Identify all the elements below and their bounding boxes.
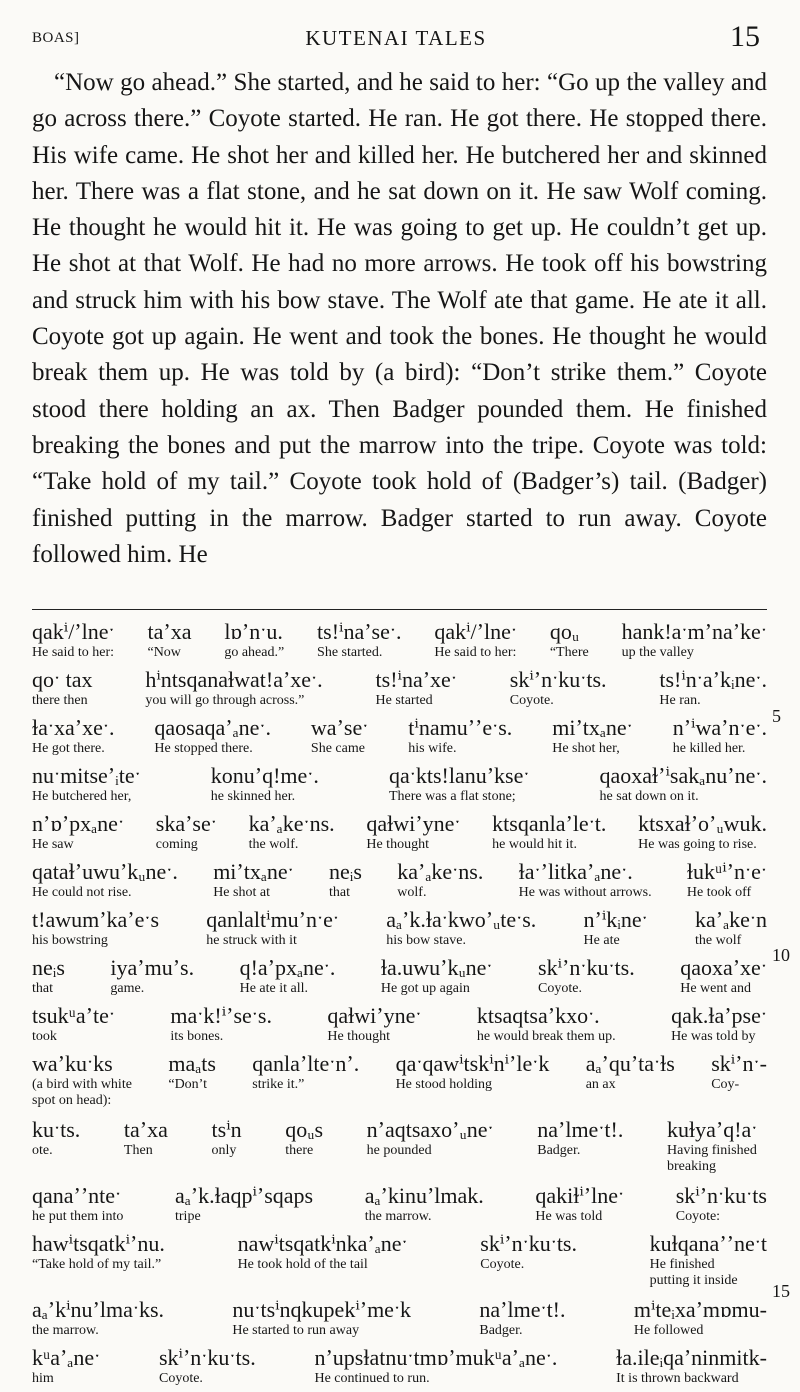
kutenai-word: qaosaqaʼₐneˑ. xyxy=(154,715,271,740)
translation-paragraph: “Now go ahead.” She started, and he said to her: “Go up the valley and go across there.” Coyote started. He ran. He got there. He stopped there. His wife came. He shot her and killed her. He butchered her and skinned her. There was a flat stone, and he sat down on it. He saw Wolf coming. He thought he would hit it. He was going to get up. He couldn’t get up. He shot at that Wolf. He had no more arrows. He took off his bowstring and struck him with his bow stave. The Wolf ate that game. He ate it all. Coyote got up again. He went and took the bones. He thought he would break them up. He was told by (a bird): “Don’t strike them.” Coyote stood there holding an ax. Then Badger pounded them. He finished breaking the bones and put the marrow into the tripe. Coyote was told: “Take hold of my tail.” Coyote took hold of (Badger’s) tail. (Badger) finished putting in the marrow. Badger started to run away. Coyote followed him. He xyxy=(32,69,767,568)
word-group xyxy=(32,1002,115,1050)
kutenai-word: miʼtxₐneˑ xyxy=(552,715,633,740)
kutenai-word: hⁱntsqanaɫwat!aʼxeˑ. xyxy=(145,667,323,692)
kutenai-word: kaʼₐkeˑns. xyxy=(248,811,335,836)
word-group xyxy=(676,1182,767,1230)
english-gloss: he struck with it xyxy=(206,933,297,948)
word-group xyxy=(671,1002,767,1050)
kutenai-word: qakⁱ/ʼlneˑ xyxy=(32,619,115,644)
word-group xyxy=(212,1116,242,1182)
word-group xyxy=(32,1116,80,1182)
english-gloss: He shot at xyxy=(213,885,270,900)
word-group xyxy=(376,666,457,714)
english-gloss: (a bird with white spot on head): xyxy=(32,1077,132,1108)
english-gloss: He saw xyxy=(32,837,74,852)
english-gloss: Then xyxy=(123,1143,153,1158)
kutenai-word: qanaʼʼnteˑ xyxy=(32,1183,122,1208)
kutenai-word: qaˑkts!lanuʼkseˑ xyxy=(388,763,530,788)
word-group xyxy=(510,666,607,714)
header-title: KUTENAI TALES xyxy=(305,26,487,50)
word-group xyxy=(537,1116,623,1182)
word-group xyxy=(650,1230,767,1296)
word-group xyxy=(252,1050,359,1116)
english-gloss: He was without arrows. xyxy=(518,885,652,900)
word-group xyxy=(687,858,767,906)
word-group xyxy=(366,810,460,858)
kutenai-word: skⁱʼnˑkuˑts xyxy=(675,1183,767,1208)
english-gloss: his wife. xyxy=(408,741,457,756)
page-number: 15 xyxy=(730,20,760,53)
english-gloss: Coyote. xyxy=(158,1371,203,1386)
word-group xyxy=(711,1050,767,1116)
english-gloss: It is thrown backward xyxy=(616,1371,739,1386)
word-group xyxy=(600,762,767,810)
word-group xyxy=(170,1002,272,1050)
english-gloss: He was going to rise. xyxy=(638,837,757,852)
english-gloss: He ran. xyxy=(659,693,701,708)
english-gloss: Coyote. xyxy=(480,1257,525,1272)
kutenai-word: qaoxaʼxeˑ xyxy=(680,955,767,980)
english-gloss: that xyxy=(329,885,351,900)
kutenai-word: nʼupsɫatnuˑtmɒʼmukᵘaʼₐneˑ. xyxy=(314,1345,558,1370)
kutenai-word: qaˑqawⁱtskⁱnⁱʼleˑk xyxy=(395,1051,550,1076)
english-gloss: He ate it all. xyxy=(239,981,308,996)
english-gloss: He went and xyxy=(680,981,751,996)
english-gloss: an ax xyxy=(585,1077,616,1092)
english-gloss: Coyote. xyxy=(509,693,554,708)
english-gloss: “There xyxy=(549,645,589,660)
kutenai-word: kuɫqanaʼʼneˑt xyxy=(649,1231,767,1256)
word-group xyxy=(145,666,322,714)
english-gloss: He got up again xyxy=(380,981,470,996)
kutenai-word: qakⁱ/ʼlneˑ xyxy=(434,619,517,644)
header-author: BOAS] xyxy=(32,30,80,46)
word-group xyxy=(240,954,336,1002)
english-gloss: he sat down on it. xyxy=(599,789,699,804)
kutenai-word: qakiɫⁱʼlneˑ xyxy=(535,1183,625,1208)
kutenai-word: skⁱʼnˑkuˑts. xyxy=(509,667,607,692)
word-group xyxy=(680,954,767,1002)
kutenai-word: qanlaʼlteˑnʼ. xyxy=(252,1051,360,1076)
word-group xyxy=(492,810,606,858)
line-number-10: 10 xyxy=(772,945,790,965)
word-group xyxy=(365,1182,484,1230)
kutenai-word: nʼaqtsaxoʼᵤneˑ xyxy=(366,1117,494,1142)
kutenai-word: skⁱʼnˑkuˑts. xyxy=(538,955,635,980)
english-gloss: He was told xyxy=(535,1209,603,1224)
word-group xyxy=(695,906,767,954)
english-gloss: He followed xyxy=(633,1323,704,1338)
word-group xyxy=(32,714,114,762)
english-gloss: Coyote: xyxy=(675,1209,721,1224)
kutenai-word: ktsaqtsaʼkxoˑ. xyxy=(476,1003,600,1028)
kutenai-word: iyaʼmuʼs. xyxy=(110,955,195,980)
word-group xyxy=(659,666,767,714)
english-gloss: only xyxy=(211,1143,237,1158)
english-gloss: He butchered her, xyxy=(32,789,132,804)
word-group xyxy=(238,1230,408,1296)
word-group xyxy=(386,906,536,954)
kutenai-word: kuɫyaʼq!aˑ xyxy=(667,1117,758,1142)
english-gloss: Coy- xyxy=(711,1077,740,1092)
kutenai-word: qaoxaɫʼⁱsakₐnuʼneˑ. xyxy=(599,763,767,788)
english-gloss: game. xyxy=(110,981,145,996)
line-number-15: 15 xyxy=(772,1281,790,1301)
english-gloss: he killed her. xyxy=(672,741,746,756)
kutenai-word: ɫaˑxaʼxeˑ. xyxy=(32,715,115,740)
word-group xyxy=(224,618,284,666)
interlinear-line xyxy=(32,954,767,1002)
kutenai-word: ts!ⁱnaʼseˑ. xyxy=(317,619,402,644)
word-group xyxy=(32,1182,123,1230)
kutenai-word: waʼkuˑks xyxy=(32,1051,113,1076)
kutenai-word: qoᵤs xyxy=(285,1117,324,1142)
kutenai-word: lɒʼnˑu. xyxy=(224,619,283,644)
english-gloss: there then xyxy=(32,693,88,708)
kutenai-word: neᵢs xyxy=(329,859,362,884)
word-group xyxy=(616,1344,767,1392)
kutenai-word: ɫaˑʼlitkaʼₐneˑ. xyxy=(518,859,633,884)
word-group xyxy=(397,858,483,906)
english-gloss: he pounded xyxy=(366,1143,432,1158)
interlinear-line xyxy=(32,1002,767,1050)
english-gloss: took xyxy=(32,1029,57,1044)
english-gloss: him xyxy=(32,1371,54,1386)
word-group xyxy=(586,1050,675,1116)
word-group xyxy=(389,762,530,810)
word-group xyxy=(32,1230,165,1296)
english-gloss: his bow stave. xyxy=(386,933,466,948)
kutenai-word: t!awumʼkaʼeˑs xyxy=(32,907,160,932)
interlinear-line xyxy=(32,1230,767,1296)
english-gloss: Coyote. xyxy=(538,981,582,996)
word-group xyxy=(32,1344,100,1392)
english-gloss: the wolf xyxy=(694,933,742,948)
kutenai-word: aₐʼkⁱnuʼlmaˑks. xyxy=(32,1297,165,1322)
word-group xyxy=(154,714,271,762)
word-group xyxy=(32,618,115,666)
word-group xyxy=(638,810,767,858)
kutenai-word: ktsxaɫʼoʼᵤwuk. xyxy=(638,811,767,836)
english-gloss: He got there. xyxy=(32,741,105,756)
english-gloss: the marrow. xyxy=(364,1209,432,1224)
english-gloss: he skinned her. xyxy=(210,789,296,804)
word-group xyxy=(673,714,767,762)
word-group xyxy=(124,1116,168,1182)
word-group xyxy=(32,666,93,714)
kutenai-word: miʼtxₐneˑ xyxy=(213,859,294,884)
kutenai-word: nʼⁱkᵢneˑ xyxy=(583,907,648,932)
kutenai-word: qaɫwiʼyneˑ xyxy=(366,811,461,836)
word-group xyxy=(408,714,512,762)
word-group xyxy=(285,1116,323,1182)
english-gloss: He said to her: xyxy=(434,645,517,660)
kutenai-word: qaɫwiʼyneˑ xyxy=(327,1003,422,1028)
english-gloss: that xyxy=(32,981,53,996)
kutenai-word: ɫa.uwuʼkᵤneˑ xyxy=(380,955,493,980)
interlinear-line xyxy=(32,1182,767,1230)
english-gloss: He started xyxy=(375,693,433,708)
kutenai-word: neᵢs xyxy=(32,955,65,980)
word-group xyxy=(519,858,652,906)
english-gloss: “Don’t xyxy=(168,1077,207,1092)
word-group xyxy=(32,954,65,1002)
kutenai-word: ktsqanlaʼleˑt. xyxy=(492,811,607,836)
kutenai-word: nuˑmitseʼᵢteˑ xyxy=(32,763,141,788)
interlinear-text xyxy=(32,618,767,1392)
english-gloss: his bowstring xyxy=(32,933,108,948)
interlinear-line xyxy=(32,762,767,810)
word-group xyxy=(538,954,635,1002)
english-gloss: go ahead.” xyxy=(224,645,285,660)
word-group xyxy=(396,1050,550,1116)
kutenai-word: aₐʼkinuʼlmak. xyxy=(364,1183,484,1208)
kutenai-word: maₐts xyxy=(168,1051,216,1076)
kutenai-word: nawⁱtsqatkⁱnkaʼₐneˑ xyxy=(237,1231,408,1256)
word-group xyxy=(667,1116,767,1182)
english-gloss: He could not rise. xyxy=(32,885,132,900)
word-group xyxy=(110,954,194,1002)
word-group xyxy=(211,762,319,810)
kutenai-word: taʼxa xyxy=(147,619,192,644)
kutenai-word: qataɫʼuwuʼkᵤneˑ. xyxy=(32,859,178,884)
kutenai-word: ɫa.ileᵢqaʼninmitk- xyxy=(616,1345,767,1370)
kutenai-word: konuʼq!meˑ. xyxy=(210,763,319,788)
kutenai-word: ts!ⁱnˑaʼkᵢneˑ. xyxy=(659,667,767,692)
english-gloss: Badger. xyxy=(537,1143,581,1158)
english-gloss: Badger. xyxy=(479,1323,523,1338)
interlinear-line xyxy=(32,1296,767,1344)
kutenai-word: qoᵤ xyxy=(549,619,580,644)
word-group xyxy=(32,810,124,858)
word-group xyxy=(147,618,191,666)
word-group xyxy=(381,954,493,1002)
word-group xyxy=(232,1296,411,1344)
english-gloss: He started to run away xyxy=(232,1323,360,1338)
english-gloss: He shot her, xyxy=(552,741,620,756)
english-gloss: you will go through across.” xyxy=(145,693,305,708)
english-gloss: “Now xyxy=(147,645,181,660)
english-gloss: He stood holding xyxy=(395,1077,493,1092)
kutenai-word: mⁱteᵢxaʼmɒmu- xyxy=(633,1297,767,1322)
kutenai-word: kuˑts. xyxy=(32,1117,81,1142)
word-group xyxy=(535,1182,624,1230)
kutenai-word: tⁱnamuʼʼeˑs. xyxy=(408,715,513,740)
english-gloss: “Take hold of my tail.” xyxy=(32,1257,162,1272)
word-group xyxy=(367,1116,494,1182)
word-group xyxy=(32,762,141,810)
kutenai-word: nʼⁱwaʼnˑeˑ. xyxy=(672,715,767,740)
kutenai-word: aₐʼk.ɫaqpⁱʼsqaps xyxy=(175,1183,314,1208)
line-number-5: 5 xyxy=(772,706,781,726)
kutenai-word: q!aʼpxₐneˑ. xyxy=(239,955,336,980)
word-group xyxy=(434,618,517,666)
word-group xyxy=(156,810,217,858)
english-gloss: he would break them up. xyxy=(476,1029,616,1044)
word-group xyxy=(329,858,362,906)
english-gloss: coming xyxy=(155,837,198,852)
section-divider xyxy=(32,609,767,610)
word-group xyxy=(552,714,633,762)
interlinear-line xyxy=(32,1050,767,1116)
english-gloss: he would hit it. xyxy=(492,837,577,852)
kutenai-word: ɫukᵘⁱʼnˑeˑ xyxy=(686,859,767,884)
english-gloss: She came xyxy=(310,741,365,756)
english-gloss: He finished putting it inside xyxy=(649,1257,738,1288)
english-gloss: its bones. xyxy=(170,1029,224,1044)
kutenai-word: maˑk!ⁱʼseˑs. xyxy=(170,1003,272,1028)
word-group xyxy=(477,1002,616,1050)
word-group xyxy=(584,906,648,954)
interlinear-line xyxy=(32,714,767,762)
english-gloss: He said to her: xyxy=(32,645,115,660)
kutenai-word: waʼseˑ xyxy=(310,715,369,740)
kutenai-word: kaʼₐkeˑns. xyxy=(397,859,484,884)
interlinear-line xyxy=(32,666,767,714)
word-group xyxy=(311,714,368,762)
interlinear-line xyxy=(32,618,767,666)
word-group xyxy=(168,1050,216,1116)
word-group xyxy=(32,1296,164,1344)
word-group xyxy=(32,906,159,954)
kutenai-word: skⁱʼnˑkuˑts. xyxy=(158,1345,256,1370)
kutenai-word: skⁱʼnˑ- xyxy=(711,1051,767,1076)
kutenai-word: hank!aˑmʼnaʼkeˑ xyxy=(621,619,767,644)
word-group xyxy=(213,858,294,906)
word-group xyxy=(249,810,335,858)
interlinear-line xyxy=(32,1344,767,1392)
english-gloss: He took hold of the tail xyxy=(237,1257,368,1272)
kutenai-word: qanlaltⁱmuʼnˑeˑ xyxy=(206,907,340,932)
kutenai-word: naʼlmeˑt!. xyxy=(479,1297,566,1322)
kutenai-word: skaʼseˑ xyxy=(155,811,217,836)
word-group xyxy=(317,618,401,666)
english-gloss: up the valley xyxy=(621,645,694,660)
word-group xyxy=(314,1344,557,1392)
english-gloss: the wolf. xyxy=(248,837,299,852)
kutenai-word: hawⁱtsqatkⁱʼnu. xyxy=(32,1231,165,1256)
english-gloss: he put them into xyxy=(32,1209,124,1224)
kutenai-word: aₐʼquʼtaˑɫs xyxy=(585,1051,675,1076)
running-header xyxy=(32,18,760,58)
word-group xyxy=(32,858,178,906)
interlinear-line xyxy=(32,810,767,858)
kutenai-word: taʼxa xyxy=(123,1117,168,1142)
english-gloss: there xyxy=(285,1143,314,1158)
english-gloss: He stopped there. xyxy=(154,741,253,756)
english-gloss: Having finished breaking xyxy=(667,1143,757,1174)
english-gloss: wolf. xyxy=(397,885,427,900)
word-group xyxy=(634,1296,767,1344)
kutenai-word: kaʼₐkeˑn xyxy=(694,907,767,932)
kutenai-word: aₐʼk.ɫaˑkwoʼᵤteˑs. xyxy=(386,907,537,932)
word-group xyxy=(32,1050,132,1116)
english-gloss: ote. xyxy=(32,1143,53,1158)
kutenai-word: nuˑtsⁱnqkupekⁱʼmeˑk xyxy=(232,1297,412,1322)
kutenai-word: nʼɒʼpxₐneˑ xyxy=(32,811,125,836)
kutenai-word: tsukᵘaʼteˑ xyxy=(32,1003,115,1028)
kutenai-word: kᵘaʼₐneˑ xyxy=(32,1345,101,1370)
word-group xyxy=(479,1296,565,1344)
interlinear-line xyxy=(32,1116,767,1182)
english-gloss: He continued to run. xyxy=(314,1371,430,1386)
english-gloss: She started. xyxy=(317,645,383,660)
word-group xyxy=(159,1344,256,1392)
word-group xyxy=(550,618,589,666)
english-gloss: He took off xyxy=(686,885,752,900)
word-group xyxy=(480,1230,577,1296)
english-gloss: He was told by xyxy=(671,1029,756,1044)
kutenai-word: skⁱʼnˑkuˑts. xyxy=(480,1231,577,1256)
word-group xyxy=(175,1182,313,1230)
english-gloss: He ate xyxy=(583,933,620,948)
kutenai-word: qak.ɫaʼpseˑ xyxy=(671,1003,767,1028)
kutenai-word: qoˑ tax xyxy=(32,667,93,692)
english-gloss: He thought xyxy=(327,1029,390,1044)
kutenai-word: tsⁱn xyxy=(211,1117,242,1142)
english-gloss: tripe xyxy=(175,1209,201,1224)
english-gloss: There was a flat stone; xyxy=(388,789,516,804)
english-translation xyxy=(32,65,767,573)
word-group xyxy=(622,618,767,666)
kutenai-word: ts!ⁱnaʼxeˑ xyxy=(375,667,457,692)
english-gloss: the marrow. xyxy=(32,1323,99,1338)
english-gloss: He thought xyxy=(366,837,429,852)
word-group xyxy=(327,1002,421,1050)
interlinear-line xyxy=(32,906,767,954)
english-gloss: strike it.” xyxy=(252,1077,305,1092)
word-group xyxy=(206,906,339,954)
kutenai-word: naʼlmeˑt!. xyxy=(537,1117,624,1142)
interlinear-line xyxy=(32,858,767,906)
